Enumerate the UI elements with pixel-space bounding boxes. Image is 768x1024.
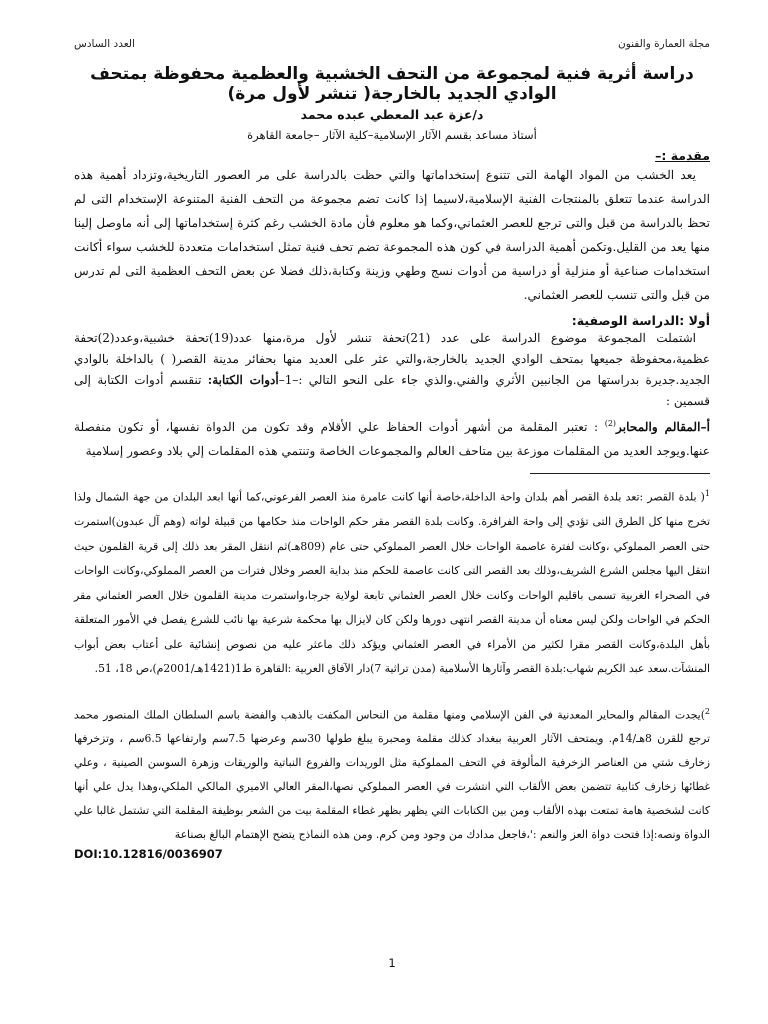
footnote-mark: 1 (704, 489, 710, 499)
footnote-separator (530, 473, 710, 474)
section-text-b: تنقسم أدوات الكتابة إلى قسمين : (74, 373, 710, 408)
footnote-ref: (2) (604, 419, 617, 428)
writing-tools-label: أدوات الكتابة: (207, 373, 279, 387)
footnote-text: ( بلدة القصر :تعد بلدة القصر أهم بلدان واحة الداخلة،خاصة أنها كانت عامرة منذ العصر الفرعوني،كما أنها ابعد البلدان من جهة الشمال ولذا تخرج منها كل الطرق التى تؤدي إلى واحة الفرافرة. وكانت بلدة القصر مقر حكم الواحات منذ حكامها من قبيلة لواته (وهم آل عبدون)استمرت حتى العصر المملوكي ،وكانت لفترة عاصمة الواحات خلال العصر المملوكي حتى عام (809هـ)ثم انتقل المقر بعد ذلك إلى قرية القلمون حيث انتقل اليها مجلس الشرع الشريف،وذلك بعد القصر التى كانت عاصمة للحكم منذ بداية العصر وخلال فترات من العصر المملوكي،وكانت الواحات في الصحراء الغربية تسمى باقليم الواحات وكانت خلال العصر العثماني تابعة لولاية جرجا،واستمرت مدينة القلمون خلال العصر العثماني مقر الحكم في الواحات ولكن ليس معناه أن مدينة القصر انتهى دورها ولكن كان لايزال بها محكمة شرعية بها نائب للشرع يفصل في الأمور المتعلقة بأهل البلدة،وكانت القصر مقرا لكثير من الأمراء في العصر العثماني ويؤكد ذلك ماعثر عليه من نصوص إنشائية على أعتاب بعض أبواب المنشآت.سعد عبد الكريم شهاب:بلدة القصر وآثارها الأسلامية (مدن تراثية 7)دار الآفاق العربية :القاهرة ط1(1421هـ/2001م)،ص 18، 51. (74, 490, 710, 676)
section-heading: أولا :الدراسة الوصفية: (571, 313, 710, 328)
item-text: : تعتبر المقلمة من أشهر أدوات الحفاظ علي الأقلام وقد تكون من الدواة نفسها، أو تكون منفصلة عنها.ويوجد العديد من المقلمات موزعة بين متاحف العالم والمجموعات الخاصة وتنتمي هذه المقلمات إلي بلاد وعصور إسلامية (74, 420, 710, 459)
article-author: د/عزة عبد المعطي عبده محمد (300, 107, 484, 122)
section-paragraph (74, 328, 710, 412)
item-label: أ–المقالم والمحابر (616, 420, 710, 435)
issue-label: العدد السادس (74, 38, 135, 50)
running-header (74, 38, 710, 50)
doi-label: DOI:10.12816/0036907 (74, 847, 223, 862)
section-text-a: اشتملت المجموعة موضوع الدراسة على عدد (21)تحفة تنشر لأول مرة،منها عدد(19)تحفة خشبية،وعدد(2)تحفة عظمية،محفوظة جميعها بمتحف الوادي الجديد بالخارجة،والتي عثر على العديد منها بحفائر مدينة القصر( ) بالداخلة بالوادي الجديد.جديرة بدراستها من الجانبين الأثري والفني.والذي جاء على النحو التالي :–1– (74, 331, 710, 387)
intro-heading: مقدمة :– (655, 148, 710, 163)
document-page (74, 38, 710, 1018)
footnote-1 (74, 482, 710, 682)
article-title: دراسة أثرية فنية لمجموعة من التحف الخشبية والعظمية محفوظة بمتحف الوادي الجديد بالخارجة( تنشر لأول مرة) (90, 64, 694, 104)
journal-name: مجلة العمارة والفنون (617, 38, 710, 50)
footnote-mark: 2 (704, 706, 710, 716)
item-paragraph (74, 412, 710, 463)
footnote-text: )يجدت المقالم والمحاير المعدنية في الفن الإسلامي ومنها مقلمة من النحاس المكفت بالذهب والفضة باسم السلطان الملك المنصور محمد ترجع للقرن 8هـ/14م. ويمتحف الآثار العربية ببغداد كذلك مقلمة ومحبرة يبلغ طولها 30سم وعرضها 7.5سم وارتفاعها 6.5سم ، وتزخرفها زخارف شتي من العناصر الزخرفية المألوفة في التحف المملوكية مثل الوريدات والفروع النباتية والوريقات وزهرة السوسن الصينية ، وعلي غطائها زخارف كتابية تتضمن بعض الألقاب التي انتشرت في العصر المملوكي نصها،المقر العالي الاميري المالكي الملكي،وهذا يدل علي أنها كانت لشخصية هامة تمتعت بهذه الألقاب ومن بين الكتابات التي يظهر بظهر غطاء المقلمة بيت من الشعر بوظيفة المقلمة التي تشتمل غالبا علي الدواة ونصه:إذا فتحت دواة العز والنعم :'،فاجعل مدادك من وجود ومن كرم. ومن هذه النماذج يتضح الإهتمام البالغ بصناعة (74, 708, 711, 842)
page-number: 1 (388, 956, 396, 970)
author-affiliation: أستاذ مساعد بقسم الآثار الإسلامية–كلية الآثار –جامعة القاهرة (247, 128, 537, 142)
intro-paragraph: يعد الخشب من المواد الهامة التى تتنوع إستخداماتها والتي حظت بالدراسة على مر العصور التاريخية،وتزداد أهمية هذه الدراسة عندما تتعلق بالمنتجات الفنية الإسلامية،لاسيما إذا كانت تضم مجموعة من التحف الفنية المتنوعة الإستخدام التى لم تحظ بالدراسة من قبل والتى ترجع للعصر العثماني،وكما هو معلوم فأن مادة الخشب رغم كثرة إستخداماتها إلى أنه ماوصل إلينا منها يعد من القليل.وتكمن أهمية الدراسة في كون هذه المجموعة تضم تحف فنية تمثل استخدامات متعددة للخشب سواء أكانت استخدامات صناعية أو منزلية أو دراسية من أدوات نسج وطهي وزينة وكتابة،ذلك فضلا عن بعض التحف العظمية التى لم تدرس من قبل والتى تنسب للعصر العثماني. (74, 168, 710, 302)
footnote-2 (74, 700, 710, 848)
